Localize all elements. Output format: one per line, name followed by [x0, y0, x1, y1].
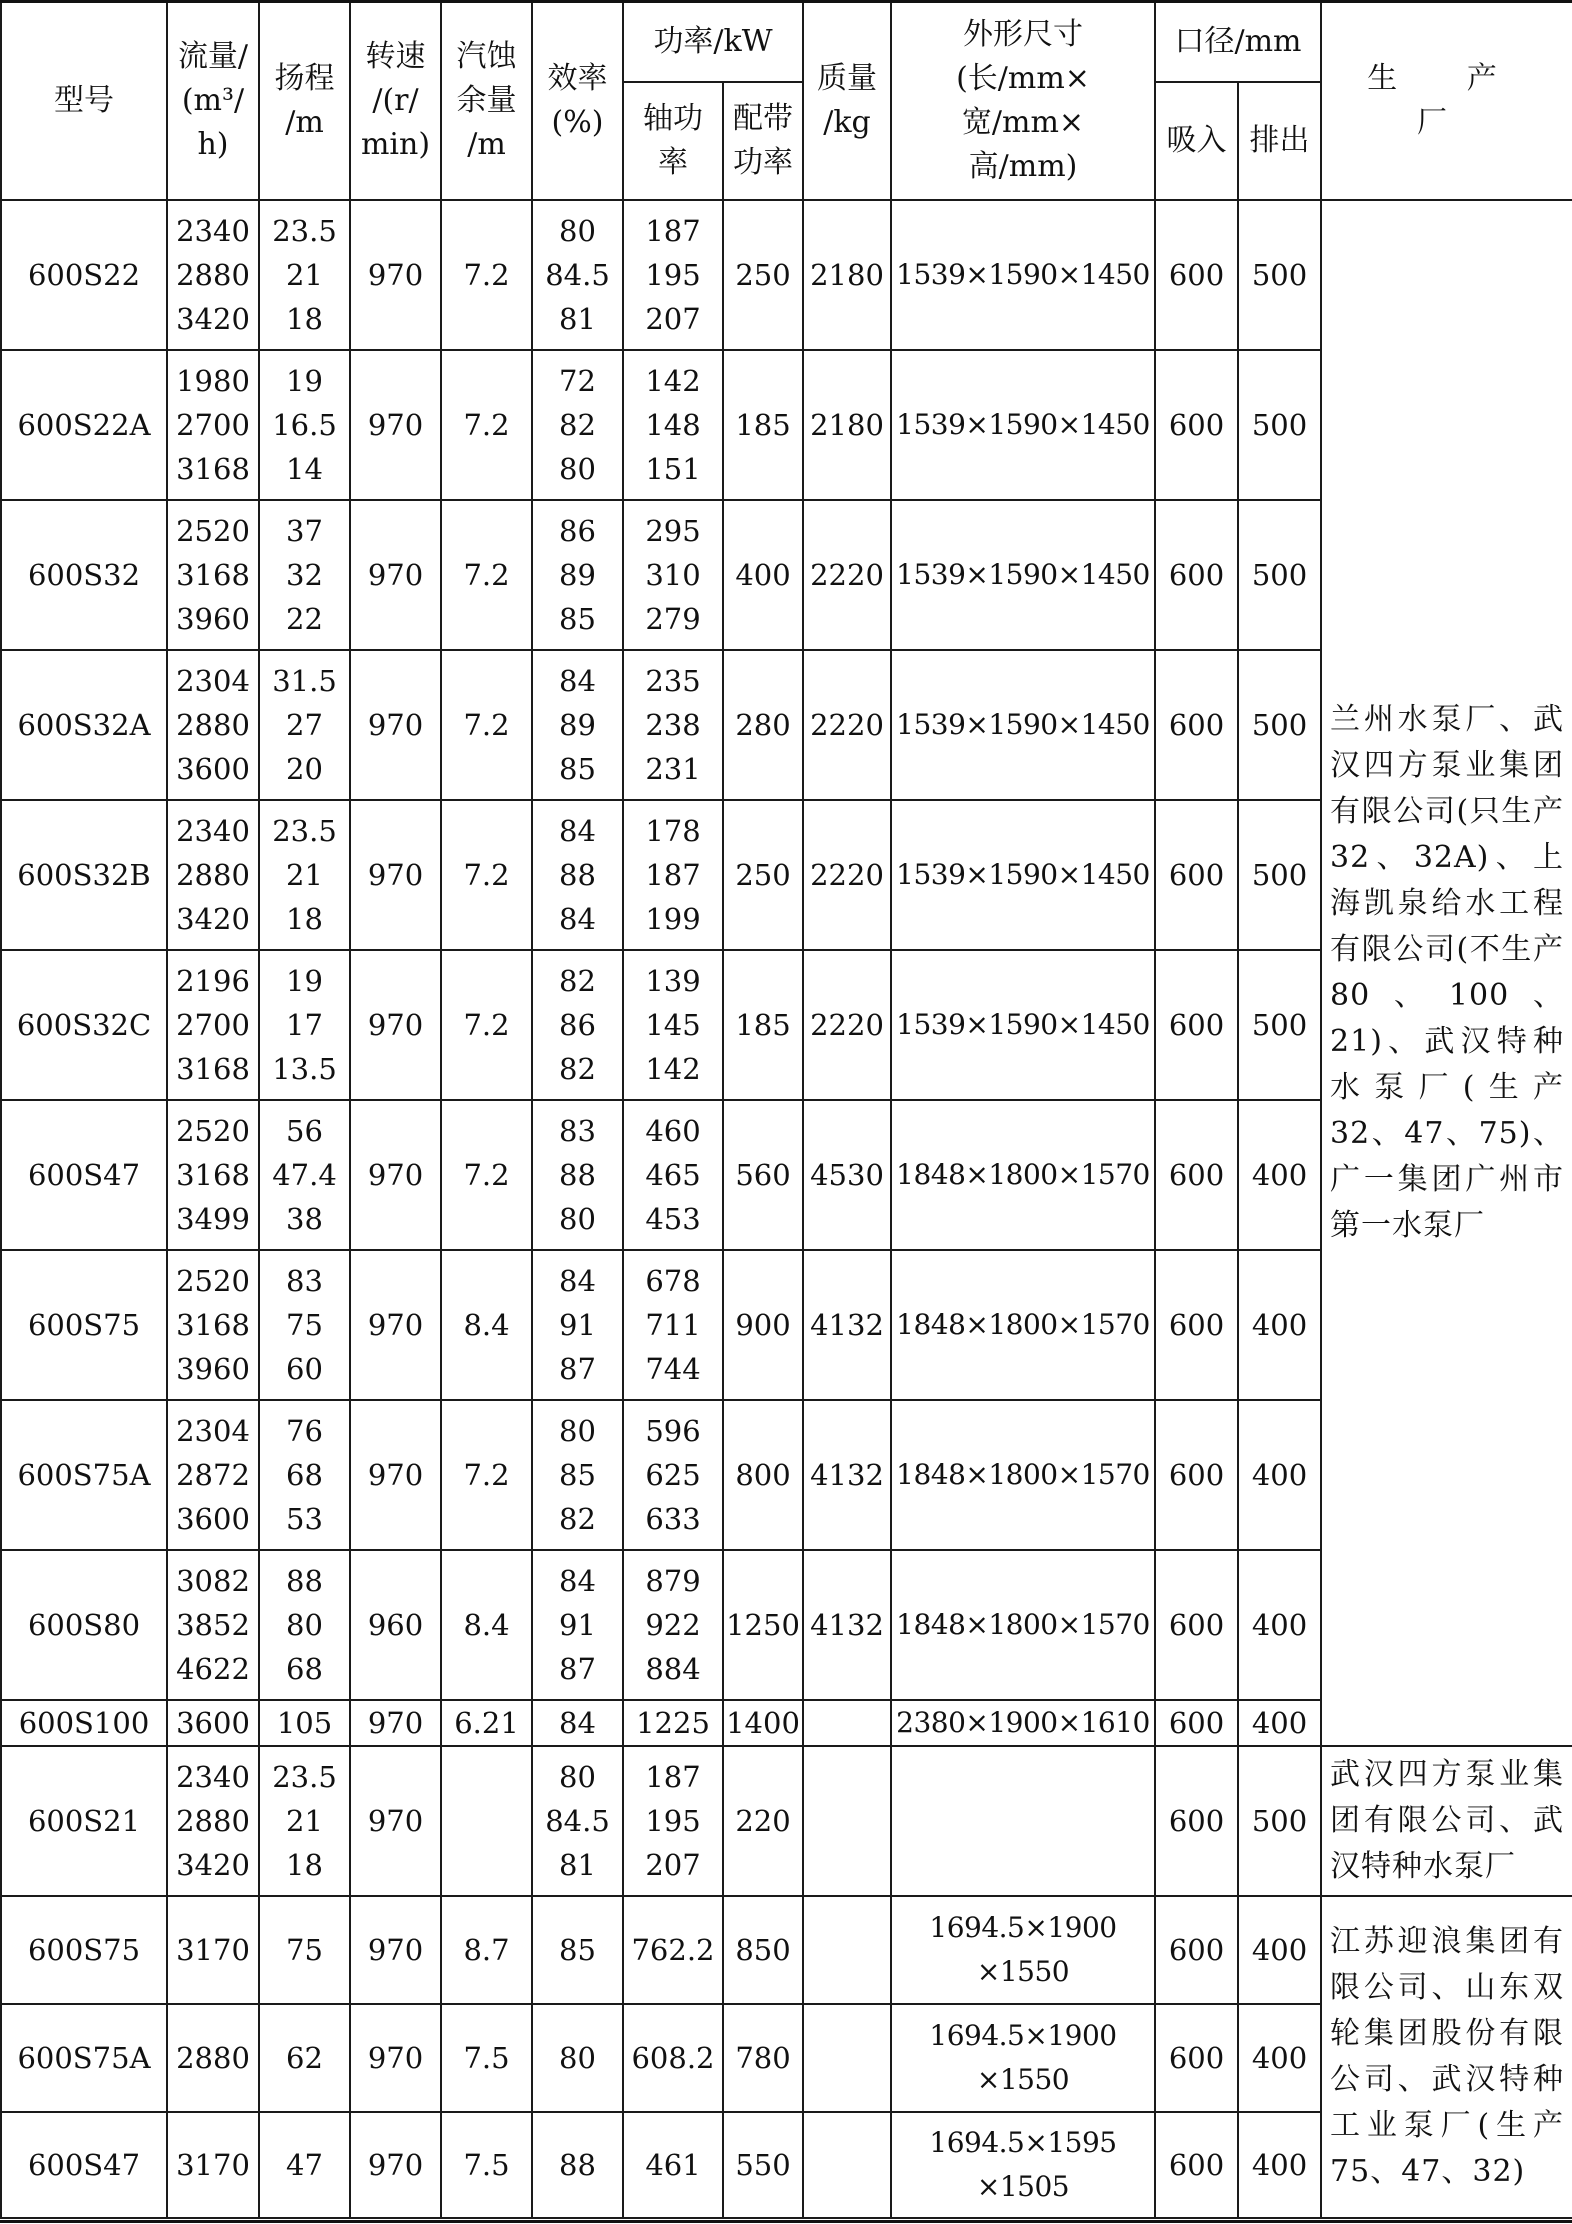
cell-discharge: 400 — [1238, 1100, 1321, 1250]
cell-flow: 2520 3168 3960 — [167, 500, 259, 650]
cell-dimensions: 1539×1590×1450 — [891, 800, 1155, 950]
cell-npsh: 7.2 — [441, 200, 532, 350]
cell-suction: 600 — [1155, 1400, 1238, 1550]
cell-motor-power: 280 — [723, 650, 803, 800]
header-head: 扬程 /m — [259, 2, 350, 201]
cell-mass: 2220 — [803, 800, 891, 950]
cell-discharge: 400 — [1238, 1550, 1321, 1700]
cell-dimensions: 1848×1800×1570 — [891, 1400, 1155, 1550]
header-flow: 流量/ (m³/ h) — [167, 2, 259, 201]
cell-model: 600S32A — [1, 650, 167, 800]
cell-dimensions: 1848×1800×1570 — [891, 1250, 1155, 1400]
cell-motor-power: 250 — [723, 800, 803, 950]
cell-suction: 600 — [1155, 200, 1238, 350]
cell-flow: 3170 — [167, 2112, 259, 2218]
cell-shaft-power: 235 238 231 — [623, 650, 723, 800]
header-caliber: 口径/mm — [1155, 2, 1321, 83]
cell-npsh — [441, 1746, 532, 1896]
table-bottom-rule — [0, 2220, 1572, 2223]
cell-shaft-power: 142 148 151 — [623, 350, 723, 500]
header-npsh: 汽蚀 余量 /m — [441, 2, 532, 201]
cell-flow: 2304 2880 3600 — [167, 650, 259, 800]
cell-motor-power: 800 — [723, 1400, 803, 1550]
cell-flow: 2340 2880 3420 — [167, 200, 259, 350]
cell-head: 88 80 68 — [259, 1550, 350, 1700]
cell-mass: 2220 — [803, 500, 891, 650]
cell-efficiency: 80 85 82 — [532, 1400, 623, 1550]
cell-dimensions: 2380×1900×1610 — [891, 1700, 1155, 1746]
cell-efficiency: 84 91 87 — [532, 1550, 623, 1700]
cell-flow: 2880 — [167, 2004, 259, 2112]
cell-dimensions: 1848×1800×1570 — [891, 1550, 1155, 1700]
cell-suction: 600 — [1155, 1700, 1238, 1746]
cell-mass: 2180 — [803, 200, 891, 350]
cell-discharge: 400 — [1238, 1400, 1321, 1550]
cell-shaft-power: 762.2 — [623, 1896, 723, 2004]
cell-model: 600S22 — [1, 200, 167, 350]
cell-efficiency: 85 — [532, 1896, 623, 2004]
cell-mass: 4132 — [803, 1550, 891, 1700]
cell-suction: 600 — [1155, 800, 1238, 950]
cell-mass: 2220 — [803, 650, 891, 800]
cell-flow: 2520 3168 3960 — [167, 1250, 259, 1400]
cell-speed: 970 — [350, 1700, 441, 1746]
cell-speed: 970 — [350, 1400, 441, 1550]
cell-discharge: 400 — [1238, 1700, 1321, 1746]
cell-efficiency: 84 91 87 — [532, 1250, 623, 1400]
cell-model: 600S75 — [1, 1896, 167, 2004]
cell-discharge: 500 — [1238, 950, 1321, 1100]
cell-suction: 600 — [1155, 950, 1238, 1100]
cell-efficiency: 84 89 85 — [532, 650, 623, 800]
cell-model: 600S21 — [1, 1746, 167, 1896]
cell-npsh: 8.7 — [441, 1896, 532, 2004]
cell-speed: 970 — [350, 350, 441, 500]
cell-model: 600S80 — [1, 1550, 167, 1700]
table-row — [1, 1896, 1572, 2004]
cell-speed: 970 — [350, 1250, 441, 1400]
cell-speed: 970 — [350, 1100, 441, 1250]
cell-discharge: 500 — [1238, 1746, 1321, 1896]
cell-flow: 3082 3852 4622 — [167, 1550, 259, 1700]
cell-shaft-power: 461 — [623, 2112, 723, 2218]
header-model: 型号 — [1, 2, 167, 201]
cell-flow: 2520 3168 3499 — [167, 1100, 259, 1250]
cell-shaft-power: 295 310 279 — [623, 500, 723, 650]
cell-npsh: 7.2 — [441, 350, 532, 500]
cell-model: 600S75A — [1, 2004, 167, 2112]
cell-discharge: 500 — [1238, 200, 1321, 350]
cell-npsh: 7.2 — [441, 950, 532, 1100]
cell-head: 23.5 21 18 — [259, 200, 350, 350]
cell-shaft-power: 460 465 453 — [623, 1100, 723, 1250]
cell-head: 105 — [259, 1700, 350, 1746]
header-speed: 转速 /(r/ min) — [350, 2, 441, 201]
cell-speed: 970 — [350, 1746, 441, 1896]
cell-efficiency: 88 — [532, 2112, 623, 2218]
cell-speed: 970 — [350, 200, 441, 350]
header-motor-power: 配带 功率 — [723, 82, 803, 200]
cell-mass — [803, 1700, 891, 1746]
cell-suction: 600 — [1155, 2112, 1238, 2218]
cell-discharge: 400 — [1238, 2004, 1321, 2112]
cell-dimensions: 1694.5×1900 ×1550 — [891, 2004, 1155, 2112]
cell-suction: 600 — [1155, 350, 1238, 500]
cell-speed: 970 — [350, 650, 441, 800]
cell-flow: 2304 2872 3600 — [167, 1400, 259, 1550]
header-suction: 吸入 — [1155, 82, 1238, 200]
table-row — [1, 200, 1572, 350]
cell-suction: 600 — [1155, 1250, 1238, 1400]
cell-npsh: 8.4 — [441, 1250, 532, 1400]
cell-dimensions: 1539×1590×1450 — [891, 200, 1155, 350]
cell-model: 600S47 — [1, 1100, 167, 1250]
cell-dimensions: 1539×1590×1450 — [891, 350, 1155, 500]
cell-npsh: 7.2 — [441, 650, 532, 800]
cell-motor-power: 1400 — [723, 1700, 803, 1746]
table-row — [1, 1746, 1572, 1896]
cell-efficiency: 84 — [532, 1700, 623, 1746]
cell-discharge: 500 — [1238, 500, 1321, 650]
cell-model: 600S32C — [1, 950, 167, 1100]
cell-motor-power: 900 — [723, 1250, 803, 1400]
cell-model: 600S100 — [1, 1700, 167, 1746]
cell-npsh: 7.2 — [441, 1400, 532, 1550]
cell-efficiency: 84 88 84 — [532, 800, 623, 950]
cell-mass: 4132 — [803, 1250, 891, 1400]
cell-dimensions — [891, 1746, 1155, 1896]
cell-flow: 1980 2700 3168 — [167, 350, 259, 500]
header-mass: 质量 /kg — [803, 2, 891, 201]
header-dimensions: 外形尺寸 (长/mm× 宽/mm× 高/mm) — [891, 2, 1155, 201]
cell-efficiency: 80 84.5 81 — [532, 200, 623, 350]
cell-manufacturer: 江苏迎浪集团有限公司、山东双轮集团股份有限公司、武汉特种工业泵厂(生产75、47、32) — [1321, 1896, 1572, 2218]
cell-flow: 2196 2700 3168 — [167, 950, 259, 1100]
cell-speed: 970 — [350, 1896, 441, 2004]
cell-mass — [803, 1896, 891, 2004]
cell-discharge: 500 — [1238, 800, 1321, 950]
cell-shaft-power: 879 922 884 — [623, 1550, 723, 1700]
header-manufacturer: 生 产 厂 — [1321, 2, 1572, 201]
header-shaft-power: 轴功 率 — [623, 82, 723, 200]
cell-shaft-power: 139 145 142 — [623, 950, 723, 1100]
cell-shaft-power: 608.2 — [623, 2004, 723, 2112]
cell-manufacturer: 武汉四方泵业集团有限公司、武汉特种水泵厂 — [1321, 1746, 1572, 1896]
cell-head: 23.5 21 18 — [259, 1746, 350, 1896]
cell-npsh: 7.2 — [441, 800, 532, 950]
cell-head: 56 47.4 38 — [259, 1100, 350, 1250]
cell-motor-power: 185 — [723, 350, 803, 500]
cell-motor-power: 250 — [723, 200, 803, 350]
cell-flow: 2340 2880 3420 — [167, 800, 259, 950]
cell-speed: 970 — [350, 500, 441, 650]
cell-motor-power: 1250 — [723, 1550, 803, 1700]
cell-suction: 600 — [1155, 2004, 1238, 2112]
cell-shaft-power: 178 187 199 — [623, 800, 723, 950]
cell-mass: 2220 — [803, 950, 891, 1100]
cell-efficiency: 83 88 80 — [532, 1100, 623, 1250]
cell-suction: 600 — [1155, 1550, 1238, 1700]
cell-suction: 600 — [1155, 1100, 1238, 1250]
cell-head: 19 16.5 14 — [259, 350, 350, 500]
cell-shaft-power: 187 195 207 — [623, 1746, 723, 1896]
cell-discharge: 500 — [1238, 650, 1321, 800]
cell-npsh: 6.21 — [441, 1700, 532, 1746]
cell-speed: 970 — [350, 950, 441, 1100]
cell-npsh: 8.4 — [441, 1550, 532, 1700]
cell-npsh: 7.2 — [441, 1100, 532, 1250]
cell-model: 600S32 — [1, 500, 167, 650]
cell-suction: 600 — [1155, 1746, 1238, 1896]
cell-speed: 960 — [350, 1550, 441, 1700]
cell-suction: 600 — [1155, 650, 1238, 800]
cell-motor-power: 850 — [723, 1896, 803, 2004]
cell-manufacturer: 兰州水泵厂、武汉四方泵业集团有限公司(只生产32、32A)、上海凯泉给水工程有限公司(不生产80、100、21)、武汉特种水泵厂(生产32、47、75)、广一集团广州市第一水泵厂 — [1321, 200, 1572, 1746]
cell-model: 600S32B — [1, 800, 167, 950]
header-discharge: 排出 — [1238, 82, 1321, 200]
cell-dimensions: 1539×1590×1450 — [891, 650, 1155, 800]
cell-model: 600S47 — [1, 2112, 167, 2218]
cell-speed: 970 — [350, 800, 441, 950]
cell-efficiency: 72 82 80 — [532, 350, 623, 500]
table-header — [1, 2, 1572, 201]
cell-dimensions: 1848×1800×1570 — [891, 1100, 1155, 1250]
cell-motor-power: 220 — [723, 1746, 803, 1896]
cell-model: 600S75 — [1, 1250, 167, 1400]
cell-mass: 2180 — [803, 350, 891, 500]
cell-mass: 4530 — [803, 1100, 891, 1250]
cell-head: 23.5 21 18 — [259, 800, 350, 950]
cell-head: 83 75 60 — [259, 1250, 350, 1400]
cell-shaft-power: 678 711 744 — [623, 1250, 723, 1400]
cell-suction: 600 — [1155, 1896, 1238, 2004]
cell-discharge: 400 — [1238, 1250, 1321, 1400]
cell-mass — [803, 1746, 891, 1896]
cell-head: 75 — [259, 1896, 350, 2004]
cell-head: 37 32 22 — [259, 500, 350, 650]
cell-npsh: 7.2 — [441, 500, 532, 650]
cell-head: 76 68 53 — [259, 1400, 350, 1550]
cell-speed: 970 — [350, 2112, 441, 2218]
cell-motor-power: 560 — [723, 1100, 803, 1250]
cell-dimensions: 1539×1590×1450 — [891, 950, 1155, 1100]
cell-npsh: 7.5 — [441, 2004, 532, 2112]
cell-mass — [803, 2112, 891, 2218]
cell-head: 62 — [259, 2004, 350, 2112]
cell-model: 600S22A — [1, 350, 167, 500]
cell-motor-power: 400 — [723, 500, 803, 650]
cell-shaft-power: 1225 — [623, 1700, 723, 1746]
cell-model: 600S75A — [1, 1400, 167, 1550]
cell-shaft-power: 187 195 207 — [623, 200, 723, 350]
table-body — [1, 200, 1572, 2218]
cell-shaft-power: 596 625 633 — [623, 1400, 723, 1550]
cell-flow: 3170 — [167, 1896, 259, 2004]
cell-mass — [803, 2004, 891, 2112]
cell-speed: 970 — [350, 2004, 441, 2112]
header-efficiency: 效率 (%) — [532, 2, 623, 201]
cell-dimensions: 1539×1590×1450 — [891, 500, 1155, 650]
cell-discharge: 500 — [1238, 350, 1321, 500]
cell-flow: 2340 2880 3420 — [167, 1746, 259, 1896]
cell-efficiency: 80 — [532, 2004, 623, 2112]
cell-motor-power: 550 — [723, 2112, 803, 2218]
cell-head: 47 — [259, 2112, 350, 2218]
cell-efficiency: 82 86 82 — [532, 950, 623, 1100]
cell-head: 19 17 13.5 — [259, 950, 350, 1100]
cell-dimensions: 1694.5×1900 ×1550 — [891, 1896, 1155, 2004]
cell-dimensions: 1694.5×1595 ×1505 — [891, 2112, 1155, 2218]
header-power: 功率/kW — [623, 2, 803, 83]
cell-discharge: 400 — [1238, 2112, 1321, 2218]
cell-motor-power: 185 — [723, 950, 803, 1100]
cell-motor-power: 780 — [723, 2004, 803, 2112]
cell-discharge: 400 — [1238, 1896, 1321, 2004]
cell-head: 31.5 27 20 — [259, 650, 350, 800]
cell-efficiency: 86 89 85 — [532, 500, 623, 650]
cell-suction: 600 — [1155, 500, 1238, 650]
cell-npsh: 7.5 — [441, 2112, 532, 2218]
cell-flow: 3600 — [167, 1700, 259, 1746]
cell-mass: 4132 — [803, 1400, 891, 1550]
cell-efficiency: 80 84.5 81 — [532, 1746, 623, 1896]
